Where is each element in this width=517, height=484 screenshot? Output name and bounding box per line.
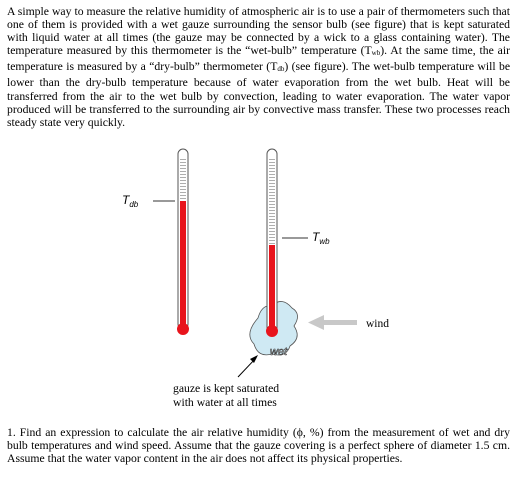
- intro-sub-db: db: [277, 65, 285, 74]
- dry-bulb-mercury: [180, 201, 186, 329]
- dry-bulb-thermometer: [177, 149, 189, 335]
- wet-bulb-mercury: [269, 245, 275, 332]
- intro-sub-wb: wb: [371, 49, 381, 58]
- twb-label: $T_{wb}$: [312, 230, 330, 246]
- wind-label: wind: [366, 318, 389, 330]
- tdb-label: $T_{db}$: [122, 193, 139, 209]
- caption-line-1: gauze is kept saturated: [173, 382, 280, 395]
- intro-text-2: ). At the same time, the air temperature is measured by a “dry-bulb” thermometer (T: [7, 44, 510, 74]
- intro-text-1: A simple way to measure the relative humidity of atmospheric air is to use a pair of thermometers such that one of them is provided with a wet gauze surrounding the sensor bulb (see figure) that is kept saturated with liquid water at all times (the gauze may be connected by a wick to a glass containing water). The temperature measured by this thermometer is the “wet-bulb” temperature (T: [7, 5, 510, 58]
- intro-text-3: ) (see figure). The wet-bulb temperature will be lower than the dry-bulb temperature because of water evaporation from the wet bulb. Heat will be transferred from the air to the wet bulb by convection, leading to water evaporation. The water vapor produced will be transferred to the surrounding air by convective mass transfer. These two processes reach steady state very quickly.: [7, 60, 511, 129]
- wind-arrow: [308, 315, 357, 330]
- caption-line-2: with water at all times: [173, 396, 277, 409]
- wet-bulb-thermometer: [266, 149, 278, 337]
- wet-bulb-bulb: [266, 325, 278, 337]
- wet-label: wet: [270, 346, 288, 358]
- figure-caption: [173, 382, 279, 410]
- wet-bulb-scale: [269, 157, 275, 245]
- dry-bulb-bulb: [177, 323, 189, 335]
- gauze-pointer-arrowhead: [250, 355, 258, 363]
- question-paragraph: 1. Find an expression to calculate the air relative humidity (ϕ, %) from the measurement of wet and dry bulb temperatures and wind speed. Assume that the gauze covering is a perfect sphere of diameter 1.5 cm. Assume that the water vapor content in the air does not affect its physical properties.: [7, 426, 510, 466]
- dry-bulb-scale: [180, 157, 186, 201]
